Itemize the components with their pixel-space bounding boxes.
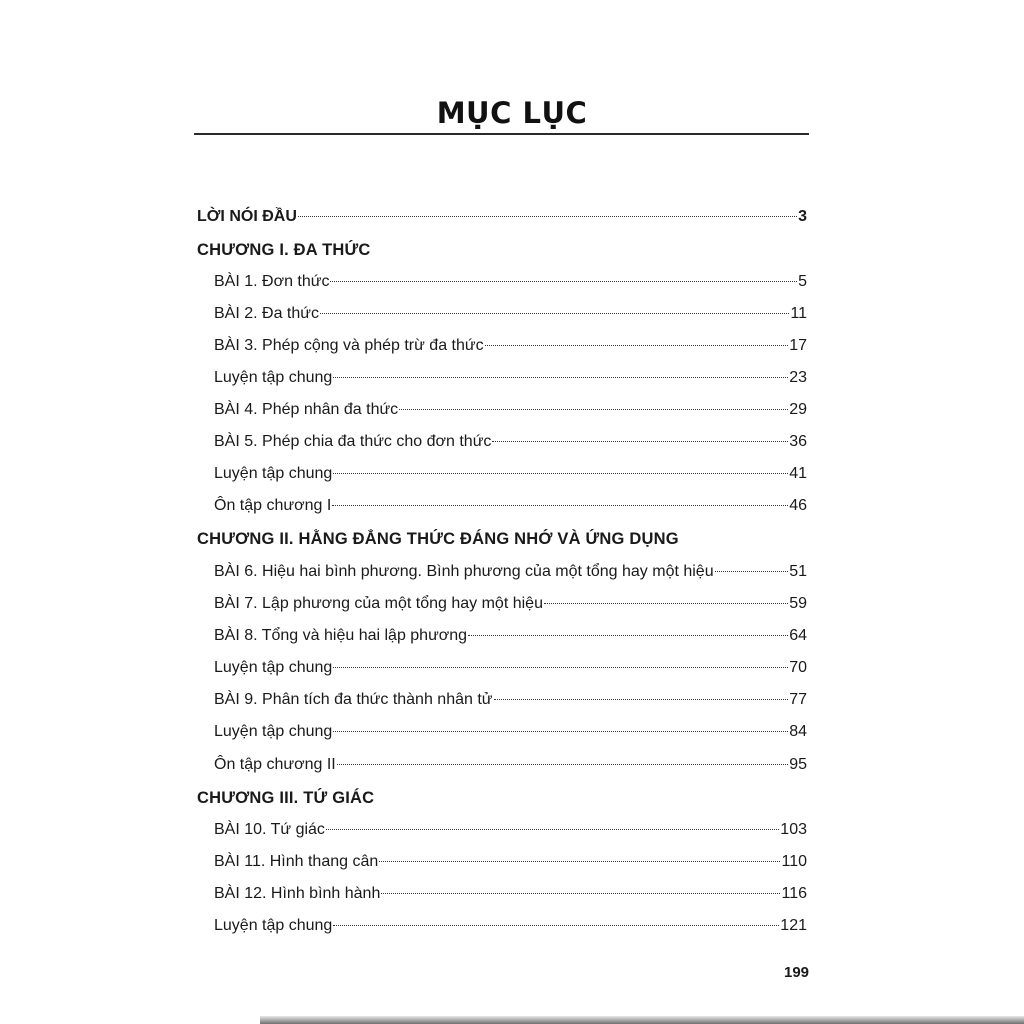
toc-entry-label: BÀI 3. Phép cộng và phép trừ đa thức [214, 337, 484, 354]
toc-entry-page: 46 [789, 497, 807, 514]
toc-entry [214, 755, 807, 775]
toc-entry-page: 11 [790, 305, 807, 322]
dot-leader [399, 409, 788, 410]
toc-entry-label: BÀI 11. Hình thang cân [214, 853, 379, 870]
toc-entry-label: BÀI 7. Lập phương của một tổng hay một hiệu [214, 595, 543, 612]
dot-leader [494, 699, 789, 700]
toc-entry-page: 3 [798, 208, 807, 225]
toc-entry-label: BÀI 4. Phép nhân đa thức [214, 401, 399, 418]
toc-entry-page: 5 [798, 273, 807, 290]
toc-entry [214, 464, 807, 484]
toc-entry [214, 368, 807, 388]
toc-entry [214, 852, 807, 872]
toc-entry [214, 336, 807, 356]
dot-leader [333, 925, 779, 926]
dot-leader [333, 377, 788, 378]
dot-leader [544, 603, 788, 604]
dot-leader [715, 571, 789, 572]
dot-leader [468, 635, 788, 636]
toc-entry-label: Ôn tập chương II [214, 756, 336, 773]
toc-entry [214, 820, 807, 840]
toc-entry-label: BÀI 12. Hình bình hành [214, 885, 381, 902]
toc-entry-page: 116 [781, 885, 807, 902]
toc-entry-label: Luyện tập chung [214, 917, 333, 934]
chapter-heading-2: CHƯƠNG II. HẰNG ĐẲNG THỨC ĐÁNG NHỚ VÀ ỨNG DỤNG [197, 530, 679, 548]
dot-leader [333, 473, 788, 474]
toc-entry-label: BÀI 6. Hiệu hai bình phương. Bình phương của một tổng hay một hiệu [214, 563, 714, 580]
toc-entry-page: 29 [789, 401, 807, 418]
toc-entry-label: Ôn tập chương I [214, 497, 332, 514]
toc-entry-page: 51 [789, 563, 807, 580]
toc-entry [214, 690, 807, 710]
toc-entry-page: 23 [789, 369, 807, 386]
toc-entry-label: BÀI 2. Đa thức [214, 305, 319, 322]
toc-entry-label: Luyện tập chung [214, 723, 333, 740]
toc-entry [214, 432, 807, 452]
toc-entry-label: Luyện tập chung [214, 659, 333, 676]
page-title: MỤC LỤC [436, 96, 588, 130]
toc-entry [214, 304, 807, 324]
chapter-heading-1: CHƯƠNG I. ĐA THỨC [197, 241, 371, 259]
toc-entry [214, 272, 807, 292]
toc-entry-label: BÀI 10. Tứ giác [214, 821, 325, 838]
dot-leader [330, 281, 797, 282]
dot-leader [298, 216, 797, 217]
toc-entry-page: 84 [789, 723, 807, 740]
toc-entry [214, 496, 807, 516]
toc-entry-page: 36 [789, 433, 807, 450]
dot-leader [379, 861, 780, 862]
dot-leader [333, 667, 788, 668]
toc-entry-page: 17 [789, 337, 807, 354]
toc-entry-page: 95 [789, 756, 807, 773]
toc-entry-page: 70 [789, 659, 807, 676]
toc-entry [214, 594, 807, 614]
toc-entry [214, 884, 807, 904]
dot-leader [320, 313, 789, 314]
toc-entry-page: 121 [780, 917, 807, 934]
toc-entry-page: 110 [781, 853, 807, 870]
dot-leader [485, 345, 789, 346]
page-edge-shadow [260, 1016, 1024, 1024]
toc-entry [214, 722, 807, 742]
toc-entry-label: LỜI NÓI ĐẦU [197, 208, 297, 225]
dot-leader [381, 893, 780, 894]
toc-entry-label: BÀI 8. Tổng và hiệu hai lập phương [214, 627, 468, 644]
toc-entry-label: BÀI 5. Phép chia đa thức cho đơn thức [214, 433, 492, 450]
toc-entry [214, 916, 807, 936]
dot-leader [492, 441, 788, 442]
toc-entry-label: Luyện tập chung [214, 465, 333, 482]
toc-entry-page: 41 [789, 465, 807, 482]
toc-entry [214, 658, 807, 678]
dot-leader [332, 505, 788, 506]
dot-leader [337, 764, 788, 765]
toc-entry-label: BÀI 1. Đơn thức [214, 273, 330, 290]
toc-entry [214, 400, 807, 420]
page-number: 199 [784, 964, 810, 981]
toc-entry-preface [197, 207, 807, 227]
toc-entry [214, 562, 807, 582]
dot-leader [326, 829, 779, 830]
toc-entry-page: 59 [789, 595, 807, 612]
toc-entry-page: 103 [780, 821, 807, 838]
toc-entry-label: Luyện tập chung [214, 369, 333, 386]
chapter-heading-3: CHƯƠNG III. TỨ GIÁC [197, 789, 375, 807]
toc-entry-label: BÀI 9. Phân tích đa thức thành nhân tử [214, 691, 493, 708]
dot-leader [333, 731, 788, 732]
toc-entry-page: 64 [789, 627, 807, 644]
toc-entry-page: 77 [789, 691, 807, 708]
toc-entry [214, 626, 807, 646]
